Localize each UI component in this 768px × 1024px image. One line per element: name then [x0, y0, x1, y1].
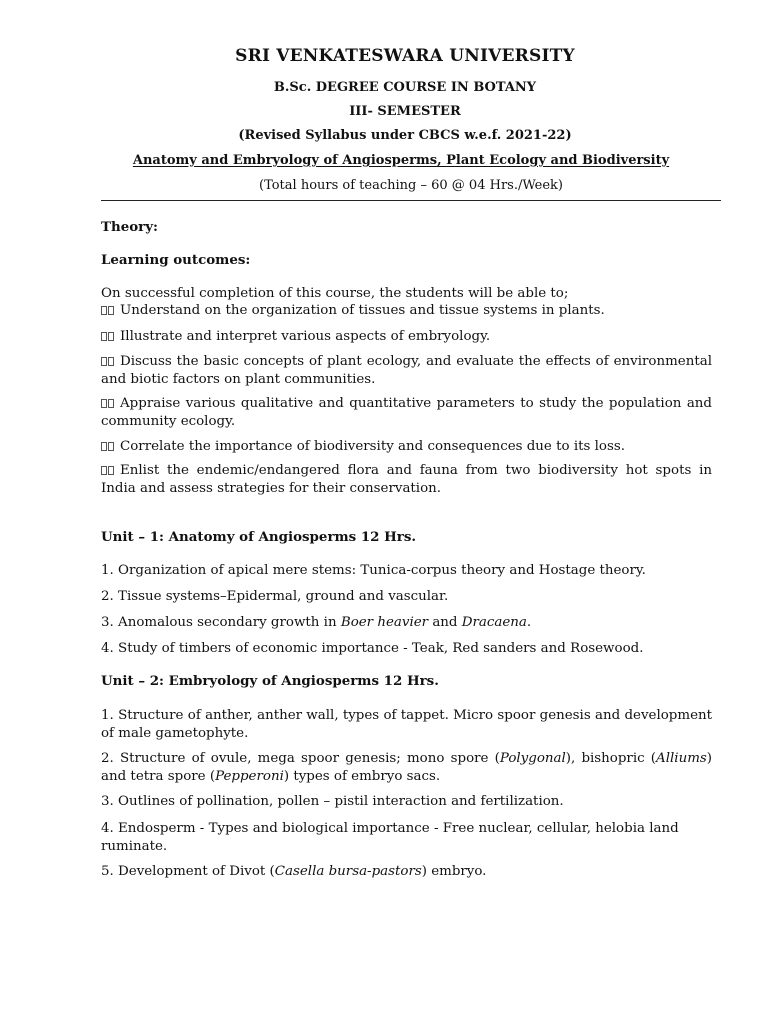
- teaching-hours: (Total hours of teaching – 60 @ 04 Hrs./Week): [259, 178, 563, 193]
- outcome-item: Understand on the organization of tissues and tissue systems in plants.: [101, 302, 712, 320]
- unit2-item: 2. Structure of ovule, mega spoor genesis; mono spore (Polygonal), bishopric (Alliums) and tetra spore (Pepperoni) types of embryo sacs.: [101, 751, 712, 784]
- header-divider: [101, 200, 721, 201]
- bullet-icon: [101, 329, 117, 339]
- outcome-item: Illustrate and interpret various aspects of embryology.: [101, 328, 712, 346]
- unit2-item: 3. Outlines of pollination, pollen – pistil interaction and fertilization.: [101, 794, 564, 809]
- unit2-item: 1. Structure of anther, anther wall, types of tappet. Micro spoor genesis and development of male gametophyte.: [101, 708, 712, 741]
- unit2-item: 4. Endosperm - Types and biological importance - Free nuclear, cellular, helobia land ruminate.: [101, 821, 679, 854]
- bullet-icon: [101, 463, 117, 473]
- course-title: B.Sc. DEGREE COURSE IN BOTANY: [273, 80, 537, 95]
- paper-title: Anatomy and Embryology of Angiosperms, Plant Ecology and Biodiversity: [132, 153, 670, 168]
- unit2-item: 5. Development of Divot (Casella bursa-pastors) embryo.: [101, 864, 487, 879]
- outcomes-heading: Learning outcomes:: [101, 252, 251, 268]
- unit1-item: 4. Study of timbers of economic importance - Teak, Red sanders and Rosewood.: [101, 641, 644, 656]
- outcome-item: Correlate the importance of biodiversity and consequences due to its loss.: [101, 438, 712, 456]
- university-title: SRI VENKATESWARA UNIVERSITY: [235, 46, 575, 66]
- bullet-icon: [101, 396, 117, 406]
- unit1-heading: Unit – 1: Anatomy of Angiosperms 12 Hrs.: [101, 529, 417, 545]
- semester-title: III- SEMESTER: [349, 104, 461, 119]
- bullet-icon: [101, 354, 117, 364]
- unit2-heading: Unit – 2: Embryology of Angiosperms 12 Hrs.: [101, 673, 439, 689]
- bullet-icon: [101, 439, 117, 449]
- outcomes-intro: On successful completion of this course, the students will be able to;: [101, 286, 569, 301]
- outcome-item: Appraise various qualitative and quantitative parameters to study the population and community ecology.: [101, 396, 712, 429]
- outcome-item: Enlist the endemic/endangered flora and fauna from two biodiversity hot spots in India and assess strategies for their conservation.: [101, 463, 712, 496]
- theory-heading: Theory:: [101, 219, 158, 235]
- bullet-icon: [101, 303, 117, 313]
- outcome-item: Discuss the basic concepts of plant ecology, and evaluate the effects of environmental and biotic factors on plant communities.: [101, 354, 712, 387]
- unit1-item: 2. Tissue systems–Epidermal, ground and vascular.: [101, 589, 449, 604]
- syllabus-note: (Revised Syllabus under CBCS w.e.f. 2021-22): [238, 128, 572, 143]
- unit1-item: 3. Anomalous secondary growth in Boer heavier and Dracaena.: [101, 615, 532, 630]
- unit1-item: 1. Organization of apical mere stems: Tunica-corpus theory and Hostage theory.: [101, 563, 646, 578]
